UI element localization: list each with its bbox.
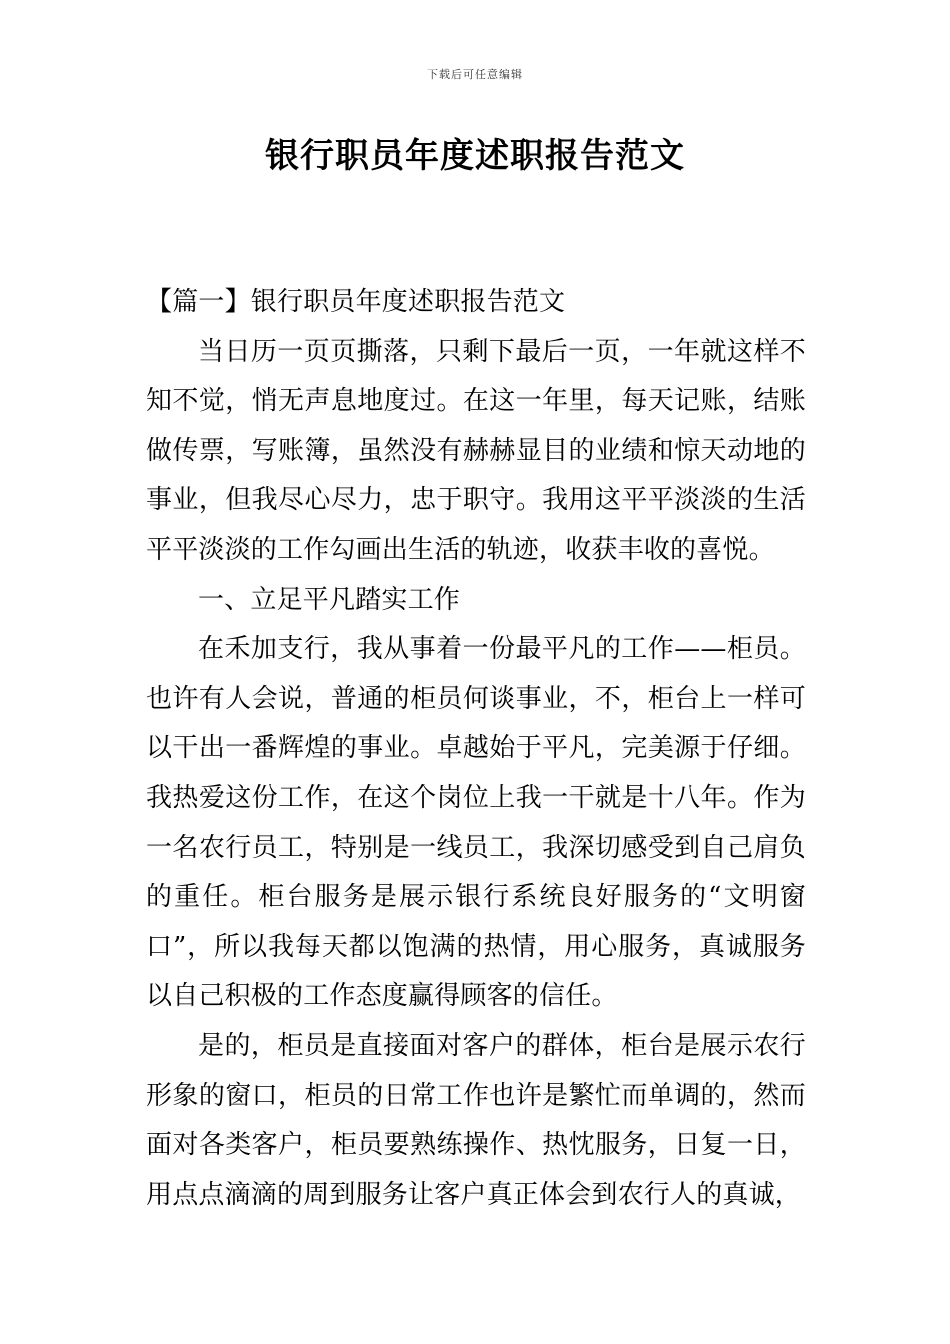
- paragraph-teller-service: 是的，柜员是直接面对客户的群体，柜台是展示农行形象的窗口，柜员的日常工作也许是繁忙而单调的，然而面对各类客户，柜员要熟练操作、热忱服务，日复一日，用点点滴滴的周到服务让客户真正体会到农行人的真诚，: [146, 1030, 806, 1210]
- document-body: [146, 278, 806, 1220]
- paragraph-intro: 当日历一页页撕落，只剩下最后一页，一年就这样不知不觉，悄无声息地度过。在这一年里，每天记账，结账做传票，写账簿，虽然没有赫赫显目的业绩和惊天动地的事业，但我尽心尽力，忠于职守。我用这平平淡淡的生活平平淡淡的工作勾画出生活的轨迹，收获丰收的喜悦。: [146, 336, 806, 565]
- document-title: 银行职员年度述职报告范文: [265, 136, 685, 176]
- section-heading: 【篇一】银行职员年度述职报告范文: [146, 287, 566, 317]
- paragraph-teller-work: 在禾加支行，我从事着一份最平凡的工作——柜员。也许有人会说，普通的柜员何谈事业，不，柜台上一样可以干出一番辉煌的事业。卓越始于平凡，完美源于仔细。我热爱这份工作，在这个岗位上我一干就是十八年。作为一名农行员工，特别是一线员工，我深切感受到自己肩负的重任。柜台服务是展示银行系统良好服务的“文明窗口”，所以我每天都以饱满的热情，用心服务，真诚服务以自己积极的工作态度赢得顾客的信任。: [146, 634, 806, 1012]
- page-header-note: 下载后可任意编辑: [427, 68, 523, 81]
- subsection-heading: 一、立足平凡踏实工作: [198, 584, 461, 615]
